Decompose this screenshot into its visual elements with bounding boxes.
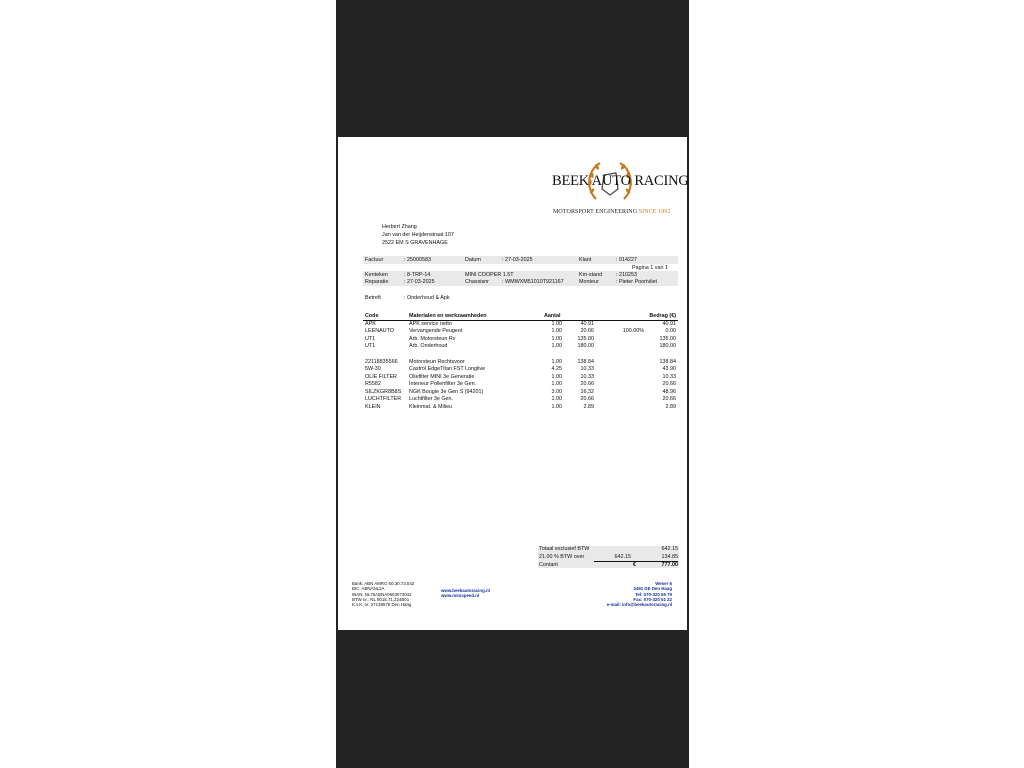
cell-code: UT1	[365, 336, 376, 342]
cell-amount: 20.66	[662, 381, 676, 387]
cell-desc: Vervangende Peugeot	[409, 328, 463, 334]
cell-code: SILZKGR8B8S	[365, 389, 402, 395]
cell-price: 16.32	[580, 389, 594, 395]
cell-amount: 2.89	[665, 404, 676, 410]
contant-label: Contant	[539, 562, 558, 568]
datum-label: Datum	[465, 257, 481, 263]
cell-price: 138.84	[577, 359, 594, 365]
cell-disc: 100.00%	[622, 328, 644, 334]
chassis-value: : WMWXM51010T921167	[502, 279, 564, 285]
cell-code: 22118835566	[365, 359, 398, 365]
cell-desc: Arb. Motorsteun Rv	[409, 336, 456, 342]
cell-desc: Oliefilter MINI 3e Generatie	[409, 374, 475, 380]
cell-desc: Castrol EdgeTitan FST Longlive	[409, 366, 486, 372]
kmstand-value: : 210253	[616, 272, 637, 278]
cell-amount: 0.00	[665, 328, 676, 334]
reparatie-label: Reparatie	[365, 279, 389, 285]
kmstand-label: Km-stand	[579, 272, 603, 278]
cell-qty: 1.00	[551, 359, 562, 365]
btw-value: 134.85	[661, 554, 678, 560]
cell-amount: 20.66	[662, 396, 676, 402]
col-code-header: Code	[365, 313, 379, 319]
cell-desc: Arb. Onderhoud	[409, 343, 448, 349]
factuur-label: Factuur	[365, 257, 384, 263]
cell-qty: 4.25	[551, 366, 562, 372]
customer-name: Herbert Zhang	[382, 224, 417, 230]
monteur-value: : Pieter Poortvliet	[616, 279, 658, 285]
cell-price: 10.33	[580, 366, 594, 372]
footer-contact	[578, 581, 672, 607]
fax-line: Fax: 070-320 51 22	[633, 596, 672, 602]
cell-amount: 40.91	[662, 321, 676, 327]
cell-code: LEENAUTO	[365, 328, 394, 334]
col-amount-header: Bedrag (€)	[649, 313, 676, 319]
cell-qty: 1.00	[551, 374, 562, 380]
cell-amount: 180.00	[659, 343, 676, 349]
cell-qty: 1.00	[551, 328, 562, 334]
cell-desc: Luchtfilter 3e Gen.	[409, 396, 454, 402]
klant-value: : 014227	[616, 257, 637, 263]
email-link[interactable]: e-mail: info@beekautoracing.nl	[606, 602, 672, 608]
col-desc-header: Materialen en werkzaamheden	[409, 313, 487, 319]
cell-amount: 10.33	[662, 374, 676, 380]
cell-desc: Kleinmat. & Milieu	[409, 404, 453, 410]
cell-amount: 135.00	[659, 336, 676, 342]
cell-amount: 48.96	[662, 389, 676, 395]
klant-label: Klant	[579, 257, 592, 263]
car-model: MINI COOPER 1.5T	[465, 272, 514, 278]
page-number: Pagina 1 van 1	[632, 265, 668, 271]
left-margin	[0, 0, 336, 768]
currency-symbol: €	[633, 562, 636, 568]
cell-desc: APK service netto	[409, 321, 452, 327]
cell-code: KLEIN	[365, 404, 381, 410]
cell-qty: 1.00	[551, 381, 562, 387]
cell-desc: NGK Bougie 3e Gen S (94201)	[409, 389, 484, 395]
address-line-1: Weser 6	[655, 581, 672, 586]
cell-code: R5582	[365, 381, 381, 387]
website-link-1[interactable]: www.beekautoracing.nl	[441, 588, 490, 593]
address-line-2: 2491 DE Den Haag	[633, 586, 672, 592]
cell-desc: Interieur Pollenfilter 3e Gen.	[409, 381, 477, 387]
datum-value: : 27-03-2025	[502, 257, 533, 263]
customer-city: 2522 EM S GRAVENHAGE	[382, 240, 448, 246]
btw-number-line: BTW nr.: NL 8015.71.224B01	[352, 596, 410, 602]
bic-line: BIC: ABNANL2A	[352, 586, 385, 592]
cell-qty: 3.00	[551, 389, 562, 395]
phone-line: Tel: 070-320 65 79	[634, 591, 672, 597]
chassis-label: Chassisnr	[465, 279, 489, 285]
kenteken-label: Kenteken	[365, 272, 388, 278]
btw-base-value: 642.15	[614, 554, 631, 560]
right-margin	[689, 0, 1024, 768]
cell-desc: Motorsteun Rechtsvoor	[409, 359, 465, 365]
total-excl-label: Totaal exclusief BTW	[539, 546, 590, 552]
cell-qty: 1.00	[551, 396, 562, 402]
iban-line: IBAN: NL75ABNA0603073042	[352, 591, 412, 597]
cell-code: LUCHTFILTER	[365, 396, 402, 402]
brand-name: BEEK AUTO RACING	[552, 173, 689, 189]
total-excl-value: 642.15	[661, 546, 678, 552]
customer-street: Jan van der Heijdenstraat 107	[382, 232, 454, 238]
cell-code: UT1	[365, 343, 376, 349]
factuur-value: : 25000583	[404, 257, 431, 263]
invoice-page	[338, 137, 687, 630]
cell-amount: 138.84	[659, 359, 676, 365]
brand-tagline	[553, 209, 671, 215]
cell-price: 20.66	[580, 381, 594, 387]
since-text: SINCE 1992	[638, 209, 671, 215]
btw-label: 21.00 % BTW over	[539, 554, 585, 560]
col-qty-header: Aantal	[544, 313, 561, 319]
footer-websites	[441, 588, 490, 599]
cell-price: 40.91	[580, 321, 594, 327]
cell-price: 20.66	[580, 328, 594, 334]
footer-bank-info	[352, 581, 414, 607]
cell-price: 2.89	[583, 404, 594, 410]
kenteken-value: : 8-TRP-14	[404, 272, 431, 278]
kvk-line: K.v.K. nr. 27138578 Den Haag	[352, 602, 412, 608]
cell-price: 20.66	[580, 396, 594, 402]
cell-code: 5W-30	[365, 366, 381, 372]
bank-line: Bank: ABN AMRO 60.30.73.042	[352, 581, 415, 586]
betreft-label: Betreft	[365, 295, 381, 301]
cell-qty: 1.00	[551, 343, 562, 349]
reparatie-value: : 27-03-2025	[404, 279, 435, 285]
cell-price: 135.00	[577, 336, 594, 342]
tagline-text: MOTORSPORT ENGINEERING	[553, 209, 638, 215]
monteur-label: Monteur	[579, 279, 599, 285]
cell-amount: 43.90	[662, 366, 676, 372]
cell-qty: 1.00	[551, 321, 562, 327]
website-link-2[interactable]: www.minispeed.nl	[441, 593, 480, 599]
cell-qty: 1.00	[551, 404, 562, 410]
cell-price: 180.00	[577, 343, 594, 349]
cell-qty: 1.00	[551, 336, 562, 342]
total-value: 777.00	[661, 562, 678, 568]
cell-code: OLIE FILTER	[365, 374, 397, 380]
cell-code: APK	[365, 321, 376, 327]
cell-price: 10.33	[580, 374, 594, 380]
betreft-value: : Onderhoud & Apk	[404, 295, 450, 301]
